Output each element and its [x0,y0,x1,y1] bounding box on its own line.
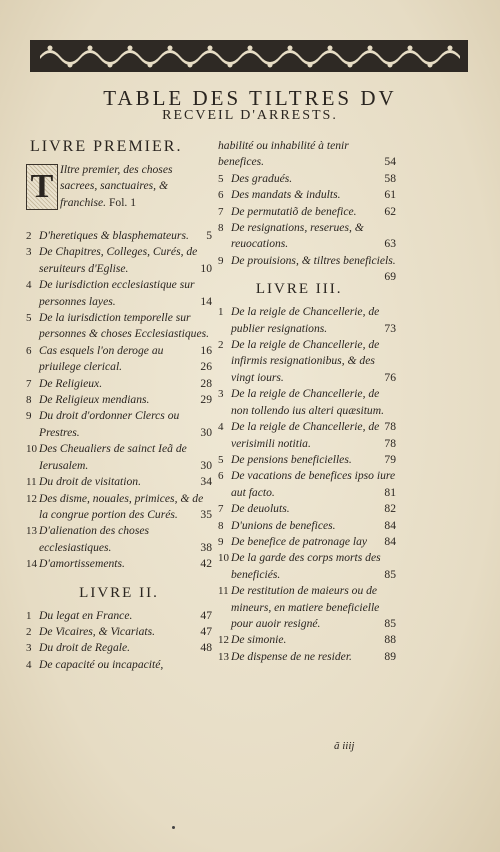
toc-entry-number: 10 [26,443,37,456]
toc-entry-page: 28 [200,376,212,390]
toc-entry [26,441,212,474]
toc-entry [218,534,396,550]
toc-entry-page: 76 [384,370,396,384]
left-column [26,138,212,673]
toc-entry [26,523,212,556]
toc-entry-page: 42 [200,557,212,571]
toc-entry [26,392,212,408]
toc-entry-page: 69 [384,270,396,284]
livre2-entries [26,608,212,674]
toc-entry-page: 54 [384,155,396,169]
toc-entry-text: Iltre premier, des choses sacrees, sanctuaires, & franchise. [60,163,173,209]
toc-entry-page: 84 [384,518,396,532]
toc-entry-page: 79 [384,452,396,466]
ink-speck [172,826,175,829]
toc-entry-text: habilité ou inhabilité à tenir benefices. [218,139,349,169]
toc-entry-text: De la reigle de Chancellerie, de verisimili notitia. [231,420,380,450]
toc-entry-text: De dispense de ne resider. [231,649,352,663]
toc-entry-text: De Vicaires, & Vicariats. [39,624,156,638]
toc-entry-number: 4 [26,658,32,671]
toc-entry [218,452,396,468]
toc-entry [26,376,212,392]
livre-ii-heading: LIVRE II. [79,584,159,601]
toc-entry-page: 16 [200,343,212,357]
right-column [218,138,396,665]
toc-entry [218,337,396,386]
toc-entry [26,408,212,441]
toc-entry-page: 78 [384,436,396,450]
toc-entry-number: 6 [218,470,224,483]
toc-entry-page: 84 [384,534,396,548]
toc-entry [218,253,396,284]
page-title: TABLE DES TILTRES DV [103,86,397,110]
toc-entry-number: 3 [26,246,32,259]
toc-entry [26,343,212,376]
toc-entry [26,491,212,524]
toc-entry-number: 11 [218,585,229,598]
toc-entry-page: 58 [384,171,396,185]
toc-entry-page: 34 [200,475,212,489]
toc-entry [26,657,212,673]
toc-entry-number: 10 [218,552,229,565]
toc-entry-text: Des disme, nouales, primices, & de la congrue portion des Curés. [39,491,204,521]
toc-entry-text: De pensions beneficielles. [231,452,352,466]
toc-entry-page: 47 [200,624,212,638]
toc-entry-text: Du droit de Regale. [39,641,131,655]
toc-entry-text: Du droit d'ordonner Clercs ou Prestres. [39,409,180,439]
toc-entry-page: 82 [384,502,396,516]
toc-entry-number: 2 [26,625,32,638]
toc-entry-number: 12 [218,634,229,647]
toc-entry-page: 48 [200,641,212,655]
toc-entry-text: De Religieux. [39,376,103,390]
livre3-entries [218,304,396,665]
toc-entry-text: D'alienation des choses ecclesiastiques. [39,524,150,554]
toc-entry-number: 4 [26,279,32,292]
toc-entry-number: 11 [26,476,37,489]
toc-entry [218,518,396,534]
toc-entry [218,550,396,583]
toc-entry-text: Du droit de visitation. [39,475,141,489]
toc-entry [218,187,396,203]
toc-entry [218,386,396,434]
toc-entry [26,624,212,640]
toc-entry-page: 30 [200,425,212,439]
livre2-entries-continued [218,138,396,284]
toc-entry-text: De resignations, reserues, & reuocations. [231,221,364,251]
toc-entry-text: Des Cheualiers de sainct Ieã de Ierusalem. [39,442,187,472]
toc-entry-text: Du legat en France. [39,608,133,622]
toc-entry [26,608,212,624]
toc-entry-number: 9 [26,410,32,423]
toc-entry-number: 12 [26,492,37,505]
toc-entry [26,244,212,277]
toc-entry-text: Des mandats & indults. [231,188,341,202]
toc-entry-number: 9 [218,535,224,548]
toc-entry-1 [26,162,212,228]
toc-entry-page: 10 [200,261,212,275]
toc-entry [26,556,212,572]
toc-entry-text: D'unions de benefices. [231,518,336,532]
toc-entry-page: 14 [200,294,212,308]
toc-entry-text: De la reigle de Chancellerie, de infirmis resignationibus, & des vingt iours. [231,338,380,384]
toc-entry-text: De vacations de benefices ipso iure aut facto. [231,469,396,499]
toc-entry-page: 63 [384,237,396,251]
toc-entry-text: De benefice de patronage lay [231,534,368,548]
toc-entry-page: Fol. 1 [108,195,137,209]
toc-entry [26,640,212,656]
toc-entry-number: 4 [218,421,224,434]
toc-entry [26,474,212,490]
toc-entry-text: De iurisdiction ecclesiastique sur personnes layes. [39,278,195,308]
toc-entry-text: De Chapitres, Colleges, Curés, de seruiteurs d'Eglise. [39,245,198,275]
toc-entry [26,277,212,310]
toc-entry-number: 2 [218,339,224,352]
livre1-entries [26,228,212,573]
toc-entry [218,419,396,452]
toc-entry [218,204,396,220]
toc-entry-number: 1 [26,609,32,622]
toc-entry-text: De Religieux mendians. [39,393,150,407]
toc-entry-page: 78 [384,420,396,434]
toc-entry-number: 7 [26,377,32,390]
toc-entry-text: De la reigle de Chancellerie, de non tollendo ius alteri quæsitum. [231,387,384,417]
toc-entry [218,138,396,171]
toc-entry [26,228,212,244]
signature-mark: ã iiij [334,740,355,752]
toc-entry-number: 8 [26,394,32,407]
toc-entry-page: 35 [200,507,212,521]
toc-entry-text: D'heretiques & blasphemateurs. [39,229,189,242]
toc-entry-page: 62 [384,204,396,218]
toc-entry-text: De prouisions, & tiltres beneficiels. [231,253,396,267]
toc-entry-text: De la reigle de Chancellerie, de publier resignations. [231,305,380,335]
toc-entry-number: 8 [218,222,224,235]
toc-entry [26,310,212,357]
toc-entry-text: De la garde des corps morts des beneficiés. [231,551,381,581]
toc-entry [218,171,396,187]
toc-entry-page: 38 [200,540,212,554]
toc-entry-page: 89 [384,649,396,663]
toc-entry-page: 5 [206,229,212,242]
toc-entry-page: 61 [384,188,396,202]
toc-entry-page: 85 [384,616,396,630]
toc-entry-number: 7 [218,503,224,516]
toc-entry-text: De permutatiõ de benefice. [231,204,357,218]
toc-entry [218,220,396,253]
toc-entry-page: 88 [384,633,396,647]
toc-entry-page: 26 [200,360,212,374]
toc-entry-number: 5 [218,453,224,466]
toc-entry-number: 14 [26,558,37,571]
toc-entry-text: De deuoluts. [231,502,290,516]
toc-entry-page: 29 [200,393,212,407]
page-subtitle: RECVEIL D'ARRESTS. [162,108,338,123]
toc-entry [218,649,396,665]
toc-entry [218,501,396,517]
livre-iii-heading: LIVRE III. [255,281,343,298]
toc-entry-number: 7 [218,205,224,218]
toc-entry-number: 6 [218,189,224,202]
toc-entry-number: 3 [218,388,224,401]
toc-entry-number: 5 [26,312,32,325]
toc-entry-page: 30 [200,458,212,472]
toc-entry [218,632,396,648]
toc-entry-text: D'amortissements. [39,557,125,571]
toc-entry-text: Des gradués. [231,171,293,185]
toc-entry-text: De simonie. [231,633,287,647]
toc-entry-page: 85 [384,567,396,581]
toc-entry-number: 6 [26,344,32,357]
toc-entry-text: De capacité ou incapacité, [39,657,164,671]
toc-entry-text: De restitution de maieurs ou de mineurs, en matiere beneficielle pour auoir resigné. [231,584,380,630]
toc-entry-page: 47 [200,608,212,622]
ornamental-headpiece [30,40,468,72]
toc-entry-number: 3 [26,642,32,655]
toc-entry-number: 2 [26,230,32,242]
toc-entry-number: 8 [218,519,224,532]
toc-entry-page: 73 [384,321,396,335]
toc-entry-text: De la iurisdiction temporelle sur personnes & choses Ecclesiastiques. [39,311,210,341]
toc-entry-number: 13 [26,525,37,538]
toc-entry [218,468,396,501]
toc-entry [218,304,396,337]
toc-entry-number: 1 [218,306,224,319]
toc-entry-page: 81 [384,485,396,499]
toc-entry-number: 13 [218,650,229,663]
toc-entry-text: Cas esquels l'on deroge au priuilege clerical. [39,343,164,374]
toc-entry-number: 5 [218,172,224,185]
toc-entry [218,583,396,632]
livre-premier-heading: LIVRE PREMIER. [30,138,183,155]
toc-entry-number: 9 [218,254,224,267]
drop-cap: T [26,164,58,210]
